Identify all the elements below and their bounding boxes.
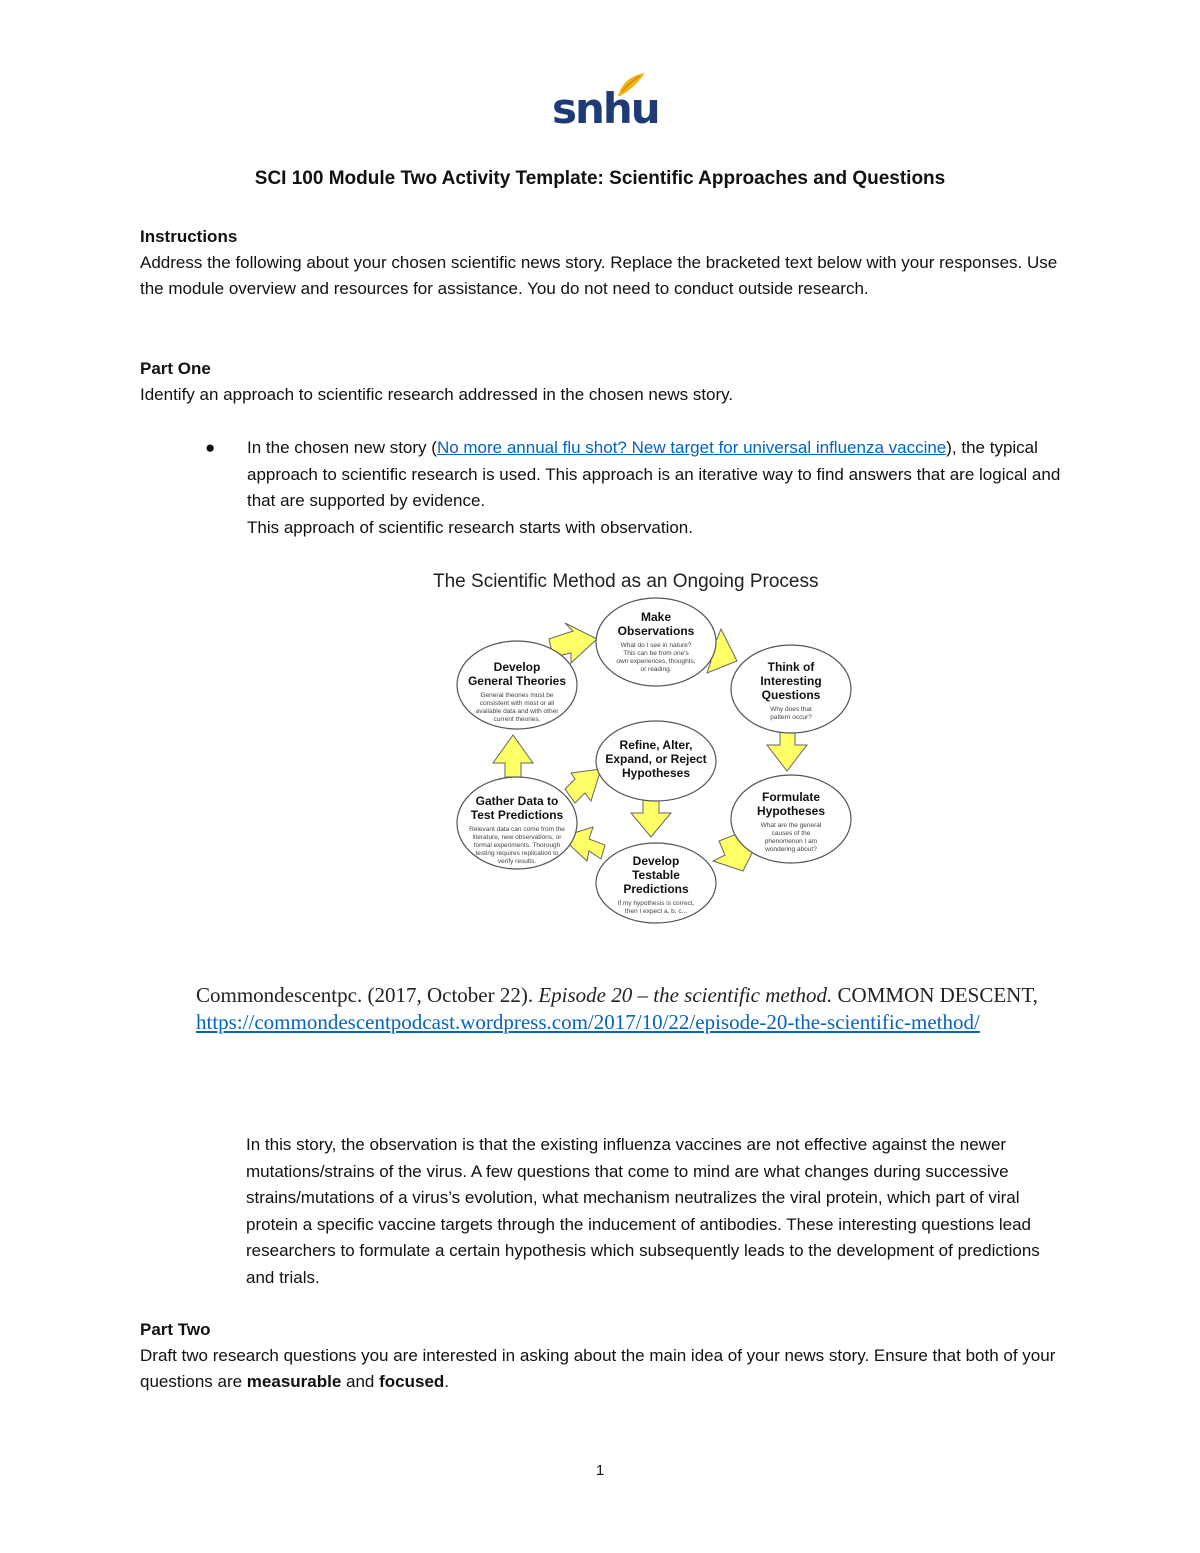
- part-two-focused: focused: [379, 1372, 445, 1391]
- instructions-heading: Instructions: [140, 227, 238, 246]
- part-two-section: [140, 1317, 1070, 1395]
- instructions-section: [140, 224, 1070, 302]
- part-two-measurable: measurable: [246, 1372, 342, 1391]
- part-two-and: and: [341, 1372, 380, 1391]
- instructions-body: Address the following about your chosen scientific news story. Replace the bracketed text below with your responses. Use the module overview and resources for assistance. You do not need to conduct outside research.: [140, 253, 1058, 298]
- part-two-end: .: [444, 1372, 450, 1391]
- node-sub-1-1: pattern occur?: [770, 714, 812, 721]
- part-one-prompt: Identify an approach to scientific research addressed in the chosen news story.: [140, 385, 734, 404]
- citation-author-date: Commondescentpc. (2017, October 22).: [196, 983, 539, 1007]
- node-heading-3-2: Predictions: [623, 882, 689, 896]
- node-sub-5-1: consistent with most or all: [479, 700, 555, 707]
- node-sub-5-3: current theories.: [493, 716, 541, 723]
- diagram-citation: [196, 982, 1056, 1036]
- node-heading-1-0: Think of: [767, 660, 815, 674]
- arrow-data-to-refine: [565, 769, 601, 803]
- part-two-prompt-text: Draft two research questions you are interested in asking about the main idea of your news story. Ensure that both of your questions are: [140, 1346, 1056, 1391]
- node-sub-4-2: formal experiments. Thorough: [473, 842, 561, 849]
- arrow-data-to-theory: [493, 735, 533, 777]
- node-sub-5-0: General theories must be: [480, 692, 554, 699]
- node-sub-0-1: This can be from one's: [623, 650, 689, 657]
- part-one-section: [140, 356, 1070, 408]
- observation-paragraph: In this story, the observation is that the existing influenza vaccines are not effective against the newer mutations/strains of the virus. A few questions that come to mind are what changes during successive strains/mutations of a virus’s evolution, what mechanism neutralizes the viral protein, which part of viral protein a specific vaccine targets through the inducement of antibodies. These interesting questions lead researchers to formulate a certain hypothesis which subsequently leads to the development of predictions and trials.: [246, 1135, 1040, 1287]
- node-heading-3-0: Develop: [632, 854, 680, 868]
- node-heading-6-0: Refine, Alter,: [619, 738, 693, 752]
- node-sub-2-3: wondering about?: [765, 846, 817, 853]
- bullet-text: [247, 435, 1067, 541]
- news-story-link[interactable]: No more annual flu shot? New target for universal influenza vaccine: [436, 438, 947, 457]
- node-sub-2-1: causes of the: [771, 830, 811, 837]
- bullet-suffix: ), the typical approach to scientific research is used. This approach is an iterative way to find answers that are logical and that are supported by evidence.: [247, 438, 1061, 510]
- node-heading-0-1: Observations: [617, 624, 695, 638]
- node-heading-4-0: Gather Data to: [475, 794, 559, 808]
- diagram-title: The Scientific Method as an Ongoing Process: [433, 571, 819, 592]
- node-heading-6-2: Hypotheses: [621, 766, 691, 780]
- node-sub-0-3: or reading.: [640, 666, 672, 673]
- citation-publisher: COMMON DESCENT,: [832, 983, 1038, 1007]
- citation-title: Episode 20 – the scientific method.: [538, 983, 833, 1007]
- arrow-refine-to-prediction: [631, 799, 671, 837]
- logo-wordmark: snhu: [552, 84, 659, 133]
- node-sub-4-1: literature, new observations, or: [472, 834, 562, 841]
- node-sub-3-0: If my hypothesis is correct,: [617, 900, 695, 907]
- citation-url-link[interactable]: https://commondescentpodcast.wordpress.com/2017/10/22/episode-20-the-scientific-method/: [196, 1010, 980, 1034]
- node-heading-2-1: Hypotheses: [756, 804, 826, 818]
- node-sub-4-3: testing requires replication to: [475, 850, 559, 857]
- node-heading-1-2: Questions: [761, 688, 821, 702]
- node-heading-5-0: Develop: [493, 660, 541, 674]
- node-heading-0-0: Make: [640, 610, 672, 624]
- snhu-logo: [552, 72, 659, 136]
- scientific-method-diagram: [425, 565, 880, 925]
- bullet-prefix: In the chosen new story (: [247, 438, 437, 457]
- bullet-icon: ●: [205, 438, 216, 457]
- node-sub-0-2: own experiences, thoughts,: [616, 658, 696, 665]
- node-sub-2-2: phenomenon I am: [764, 838, 818, 845]
- node-sub-5-2: available data and with other: [475, 708, 559, 715]
- part-two-heading: Part Two: [140, 1320, 211, 1339]
- node-sub-4-4: verify results.: [497, 858, 537, 865]
- node-sub-3-1: then I expect a, b, c...: [624, 908, 688, 915]
- part-two-prompt: [140, 1343, 1070, 1395]
- part-one-heading: Part One: [140, 359, 211, 378]
- node-heading-2-0: Formulate: [761, 790, 821, 804]
- node-sub-1-0: Why does that: [770, 706, 812, 713]
- node-heading-1-1: Interesting: [760, 674, 822, 688]
- node-sub-4-0: Relevant data can come from the: [469, 826, 565, 833]
- node-heading-5-1: General Theories: [467, 674, 567, 688]
- node-heading-3-1: Testable: [632, 868, 680, 882]
- page-title: SCI 100 Module Two Activity Template: Scientific Approaches and Questions: [254, 168, 946, 189]
- node-sub-2-0: What are the general: [760, 822, 822, 829]
- node-heading-6-1: Expand, or Reject: [605, 752, 707, 766]
- page-number: 1: [595, 1462, 605, 1479]
- node-sub-0-0: What do I see in nature?: [620, 642, 692, 649]
- bullet-line2: This approach of scientific research starts with observation.: [247, 517, 693, 537]
- node-heading-4-1: Test Predictions: [470, 808, 564, 822]
